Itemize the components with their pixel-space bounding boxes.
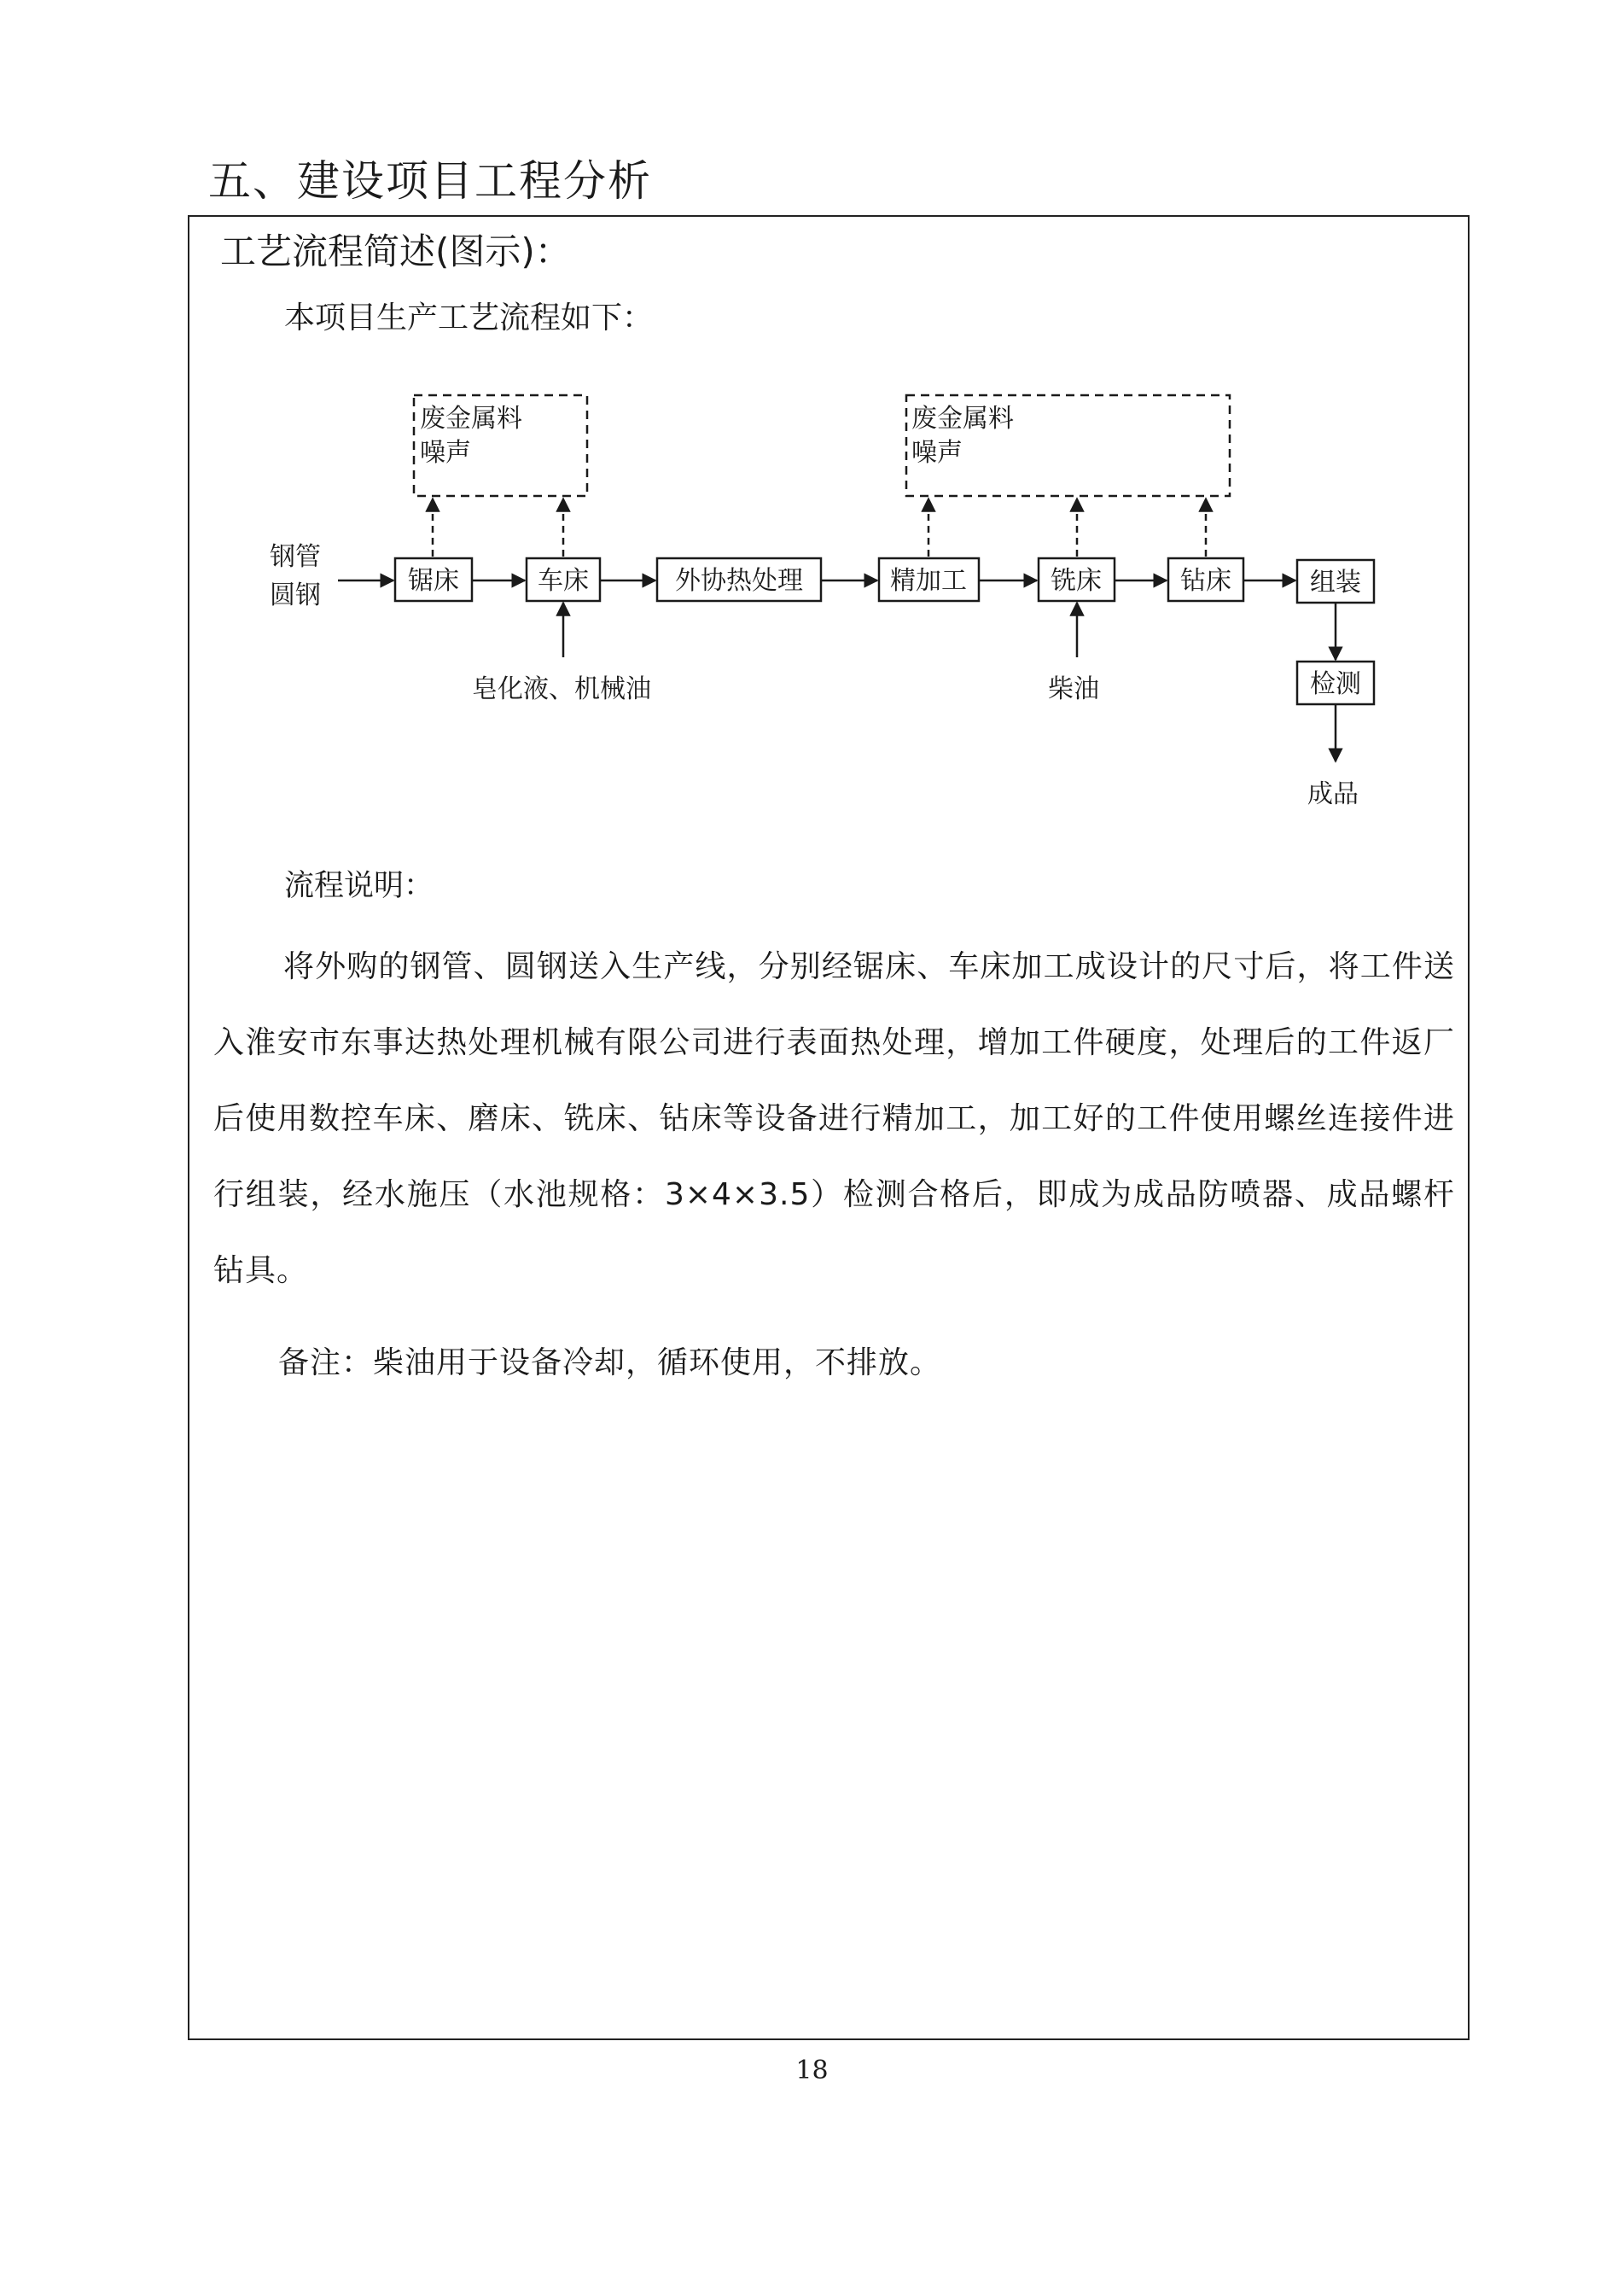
subtitle: 工艺流程简述(图示)： bbox=[220, 230, 571, 272]
step-lathe: 车床 bbox=[538, 566, 589, 596]
step-finishing: 精加工 bbox=[890, 566, 967, 596]
intro-text: 本项目生产工艺流程如下： bbox=[284, 300, 654, 335]
input-line1: 钢管 bbox=[270, 542, 321, 572]
waste-left-line1: 废金属料 bbox=[420, 404, 522, 434]
step-saw: 锯床 bbox=[408, 566, 459, 596]
page-number: 18 bbox=[795, 2056, 829, 2085]
additive-left-label: 皂化液、机械油 bbox=[472, 674, 651, 704]
note-text: 备注：柴油用于设备冷却，循环使用，不排放。 bbox=[278, 1345, 942, 1380]
description-paragraph: 将外购的钢管、圆钢送入生产线，分别经锯床、车床加工成设计的尺寸后，将工件送入淮安市东事达热处理机械有限公司进行表面热处理，增加工件硬度，处理后的工件返厂后使用数控车床、磨床、铣床、钻床等设备进行精加工，加工好的工件使用螺丝连接件进行组装，经水施压（水池规格：3×4×3.5）检测合格后，即成为成品防喷器、成品螺杆钻具。 bbox=[213, 949, 1455, 1288]
waste-right-line2: 噪声 bbox=[911, 438, 963, 468]
description-heading: 流程说明： bbox=[284, 869, 434, 903]
step-assembly: 组装 bbox=[1310, 568, 1361, 598]
output-label: 成品 bbox=[1307, 779, 1359, 809]
step-inspection: 检测 bbox=[1310, 669, 1361, 699]
step-milling: 铣床 bbox=[1051, 566, 1102, 596]
step-heat-treatment: 外协热处理 bbox=[675, 566, 803, 596]
section-title: 五、建设项目工程分析 bbox=[208, 156, 652, 206]
waste-left-line2: 噪声 bbox=[420, 438, 471, 468]
additive-right-label: 柴油 bbox=[1048, 674, 1099, 704]
step-drilling: 钻床 bbox=[1180, 566, 1231, 596]
waste-right-line1: 废金属料 bbox=[911, 404, 1014, 434]
input-line2: 圆钢 bbox=[270, 580, 321, 610]
